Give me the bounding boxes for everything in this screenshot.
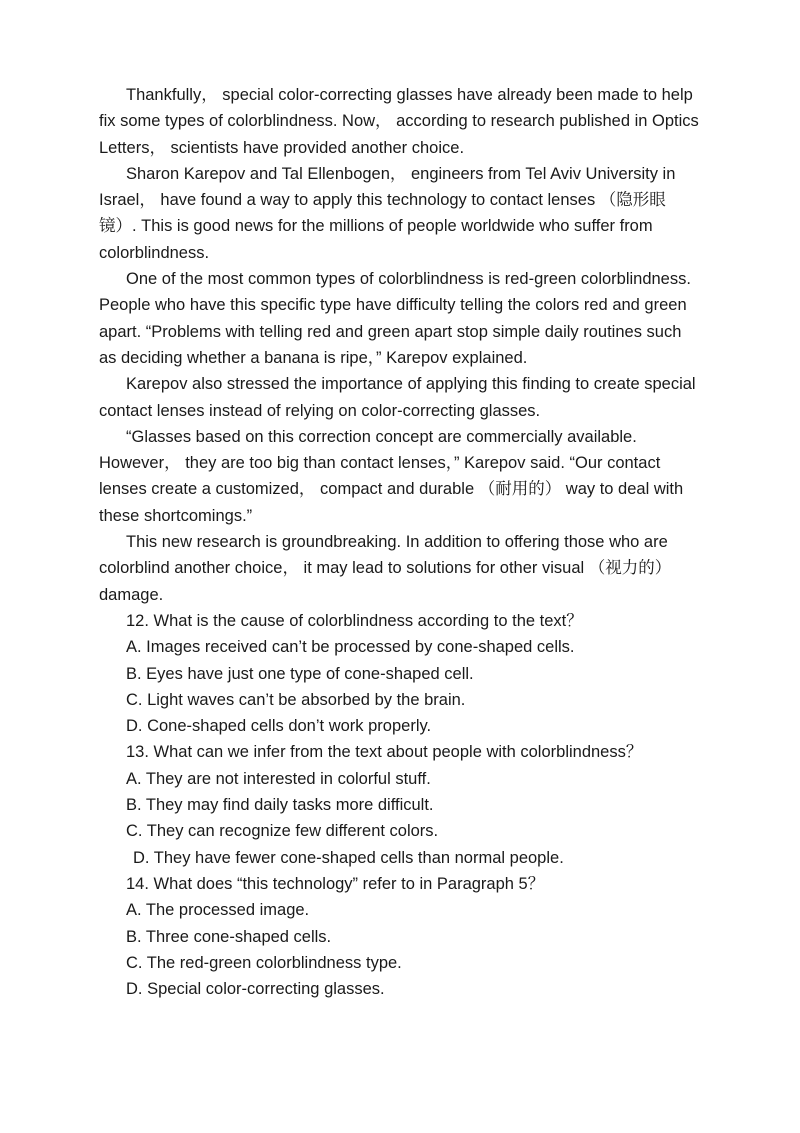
question-13 xyxy=(99,739,703,870)
paragraph-2: Sharon Karepov and Tal Ellenbogen， engineers from Tel Aviv University in Israel， have found a way to apply this technology to contact lenses （隐形眼镜）. This is good news for the millions of people worldwide who suffer from colorblindness. xyxy=(99,164,676,262)
question-stem: 12. What is the cause of colorblindness according to the text？ xyxy=(126,611,583,630)
paragraph-6: This new research is groundbreaking. In addition to offering those who are colorblind another choice， it may lead to solutions for other visual （视力的） damage. xyxy=(99,533,672,604)
option-c: C. Light waves can’t be absorbed by the brain. xyxy=(126,690,466,709)
option-b: B. They may find daily tasks more difficult. xyxy=(126,796,434,815)
option-a: A. They are not interested in colorful stuff. xyxy=(126,769,431,788)
option-c: C. The red-green colorblindness type. xyxy=(126,953,402,972)
paragraph-1: Thankfully， special color-correcting glasses have already been made to help fix some types of colorblindness. Now， according to research published in Optics Letters， scientists have provided another choice. xyxy=(99,86,699,157)
option-d: D. Special color-correcting glasses. xyxy=(126,980,385,999)
option-d: D. Cone-shaped cells don’t work properly. xyxy=(126,717,432,736)
question-12 xyxy=(99,608,703,739)
question-stem: 14. What does “this technology” refer to in Paragraph 5？ xyxy=(126,874,545,893)
option-a: A. Images received can’t be processed by cone-shaped cells. xyxy=(126,638,575,657)
question-stem: 13. What can we infer from the text about people with colorblindness？ xyxy=(126,743,643,762)
option-d: D. They have fewer cone-shaped cells than normal people. xyxy=(133,848,564,867)
document-page xyxy=(99,82,703,1002)
option-a: A. The processed image. xyxy=(126,901,310,920)
option-b: B. Three cone-shaped cells. xyxy=(126,927,332,946)
paragraph-3: One of the most common types of colorblindness is red-green colorblindness. People who have this specific type have difficulty telling the colors red and green apart. “Problems with telling red and green apart stop simple daily routines such as deciding whether a banana is ripe，” Karepov explained. xyxy=(99,270,691,367)
paragraph-5: “Glasses based on this correction concept are commercially available. However， they are too big than contact lenses，” Karepov said. “Our contact lenses create a customized， compact and durable （耐用的） way to deal with these shortcomings.” xyxy=(99,427,684,525)
option-c: C. They can recognize few different colors. xyxy=(126,822,439,841)
paragraph-4: Karepov also stressed the importance of applying this finding to create special contact lenses instead of relying on color-correcting glasses. xyxy=(99,375,696,420)
question-14 xyxy=(99,871,703,1002)
option-b: B. Eyes have just one type of cone-shaped cell. xyxy=(126,664,474,683)
